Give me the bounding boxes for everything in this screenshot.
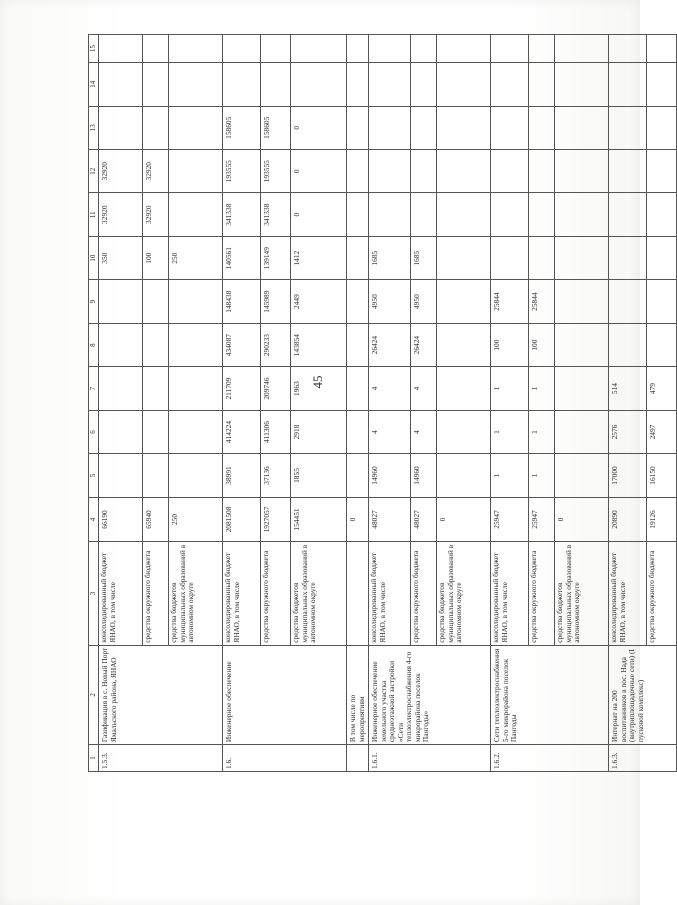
amount-cell	[369, 193, 411, 236]
amount-cell	[529, 193, 555, 236]
header-row	[89, 35, 99, 772]
table-row	[99, 35, 143, 772]
amount-cell: 25947	[529, 497, 555, 542]
amount-cell	[347, 280, 369, 323]
amount-cell	[143, 367, 169, 410]
amount-cell	[609, 193, 647, 236]
funding-source-cell: средства окружного бюджета	[529, 542, 555, 646]
amount-cell: 1963	[291, 367, 347, 410]
item-number-cell: 1.6.3.	[609, 745, 677, 772]
amount-cell: 25844	[529, 280, 555, 323]
amount-cell	[411, 106, 437, 149]
amount-cell: 4950	[411, 280, 437, 323]
item-name-cell: Инженерное обеспечение земельного участка среднеэтажной застройки «Сети теплоэлектроснабжения 4-го микрорайона поселок Пангоды»	[369, 645, 491, 744]
amount-cell: 158605	[261, 106, 291, 149]
header-cell: 8	[89, 323, 99, 366]
amount-cell: 139149	[261, 236, 291, 279]
amount-cell	[437, 454, 491, 497]
amount-cell: 193555	[223, 149, 261, 192]
amount-cell: 14960	[369, 454, 411, 497]
funding-source-cell: консолидированный бюджет ЯНАО, в том числе	[491, 542, 529, 646]
amount-cell: 148438	[223, 280, 261, 323]
amount-cell	[347, 35, 369, 63]
amount-cell	[491, 63, 529, 106]
amount-cell: 4	[369, 367, 411, 410]
amount-cell	[369, 63, 411, 106]
funding-source-cell: консолидированный бюджет ЯНАО, в том числе	[369, 542, 411, 646]
funding-source-cell: средства бюджетов муниципальных образований в автономном округе	[437, 542, 491, 646]
amount-cell	[99, 367, 143, 410]
amount-cell	[555, 454, 609, 497]
amount-cell	[261, 63, 291, 106]
table-row	[609, 35, 647, 772]
amount-cell	[555, 35, 609, 63]
amount-cell	[647, 149, 677, 192]
header-cell: 13	[89, 106, 99, 149]
amount-cell: 211709	[223, 367, 261, 410]
amount-cell	[169, 35, 223, 63]
amount-cell: 19126	[647, 497, 677, 542]
amount-cell: 0	[437, 497, 491, 542]
table-body	[89, 35, 677, 772]
amount-cell: 1855	[291, 454, 347, 497]
amount-cell	[491, 193, 529, 236]
amount-cell: 37136	[261, 454, 291, 497]
amount-cell	[647, 35, 677, 63]
amount-cell: 0	[555, 497, 609, 542]
amount-cell	[529, 63, 555, 106]
amount-cell: 1	[491, 454, 529, 497]
amount-cell	[411, 149, 437, 192]
amount-cell	[437, 236, 491, 279]
item-number-cell: 1.6.2.	[491, 745, 609, 772]
amount-cell: 14960	[411, 454, 437, 497]
amount-cell	[99, 35, 143, 63]
page-number: 45	[310, 375, 325, 389]
amount-cell: 1	[529, 454, 555, 497]
funding-source-cell: консолидированный бюджет ЯНАО, в том числе	[99, 542, 143, 646]
amount-cell	[647, 323, 677, 366]
amount-cell	[555, 149, 609, 192]
amount-cell: 25947	[491, 497, 529, 542]
amount-cell	[529, 35, 555, 63]
amount-cell: 32920	[99, 193, 143, 236]
amount-cell	[347, 367, 369, 410]
amount-cell	[347, 323, 369, 366]
amount-cell	[491, 35, 529, 63]
amount-cell	[411, 193, 437, 236]
amount-cell: 4	[369, 410, 411, 453]
table-row	[223, 35, 261, 772]
item-number-cell: 1.5.3.	[99, 745, 223, 772]
amount-cell: 0	[291, 106, 347, 149]
amount-cell: 66190	[99, 497, 143, 542]
rotated-table-container	[88, 34, 657, 772]
amount-cell	[437, 63, 491, 106]
amount-cell: 411306	[261, 410, 291, 453]
amount-cell: 17000	[609, 454, 647, 497]
amount-cell	[555, 106, 609, 149]
amount-cell	[99, 63, 143, 106]
amount-cell	[143, 35, 169, 63]
header-cell: 7	[89, 367, 99, 410]
amount-cell	[99, 410, 143, 453]
amount-cell	[437, 410, 491, 453]
funding-source-cell: средства окружного бюджета	[647, 542, 677, 646]
amount-cell	[609, 63, 647, 106]
header-cell: 3	[89, 542, 99, 646]
amount-cell: 514	[609, 367, 647, 410]
amount-cell: 158605	[223, 106, 261, 149]
amount-cell: 250	[169, 236, 223, 279]
item-name-cell: Интернат на 200 воспитанников в пос. Нада (внутриплощадочные сети) (I пусковой комплекс)	[609, 645, 677, 744]
amount-cell	[143, 280, 169, 323]
amount-cell	[491, 236, 529, 279]
amount-cell	[99, 323, 143, 366]
amount-cell: 1	[491, 367, 529, 410]
header-cell: 11	[89, 193, 99, 236]
budget-table	[88, 34, 677, 772]
amount-cell	[555, 323, 609, 366]
amount-cell	[169, 454, 223, 497]
funding-source-cell: средства окружного бюджета	[143, 542, 169, 646]
amount-cell	[347, 63, 369, 106]
amount-cell	[555, 410, 609, 453]
amount-cell: 26424	[411, 323, 437, 366]
funding-source-cell: средства окружного бюджета	[261, 542, 291, 646]
amount-cell: 65940	[143, 497, 169, 542]
amount-cell: 16150	[647, 454, 677, 497]
amount-cell	[609, 35, 647, 63]
amount-cell: 48027	[411, 497, 437, 542]
amount-cell: 32920	[143, 149, 169, 192]
item-name-cell: Инженерное обеспечение	[223, 645, 347, 744]
amount-cell	[169, 63, 223, 106]
header-cell: 4	[89, 497, 99, 542]
amount-cell: 1412	[291, 236, 347, 279]
amount-cell: 2497	[647, 410, 677, 453]
header-cell: 6	[89, 410, 99, 453]
funding-source-cell: консолидированный бюджет ЯНАО, в том числе	[223, 542, 261, 646]
amount-cell	[647, 106, 677, 149]
funding-source-cell: средства окружного бюджета	[411, 542, 437, 646]
amount-cell	[555, 193, 609, 236]
amount-cell: 1	[491, 410, 529, 453]
amount-cell: 100	[491, 323, 529, 366]
amount-cell	[609, 149, 647, 192]
header-cell: 15	[89, 35, 99, 63]
amount-cell	[169, 149, 223, 192]
amount-cell	[555, 236, 609, 279]
amount-cell: 209746	[261, 367, 291, 410]
amount-cell: 25844	[491, 280, 529, 323]
amount-cell	[529, 106, 555, 149]
amount-cell: 414224	[223, 410, 261, 453]
table-row	[347, 35, 369, 772]
funding-source-cell: средства бюджетов муниципальных образований в автономном округе	[169, 542, 223, 646]
header-cell: 14	[89, 63, 99, 106]
amount-cell	[647, 236, 677, 279]
amount-cell: 341338	[261, 193, 291, 236]
header-cell: 9	[89, 280, 99, 323]
amount-cell	[437, 149, 491, 192]
amount-cell	[529, 236, 555, 279]
amount-cell	[555, 367, 609, 410]
amount-cell	[609, 280, 647, 323]
amount-cell: 4	[411, 410, 437, 453]
amount-cell: 290233	[261, 323, 291, 366]
amount-cell	[169, 410, 223, 453]
amount-cell	[647, 280, 677, 323]
amount-cell: 143854	[291, 323, 347, 366]
amount-cell: 26424	[369, 323, 411, 366]
amount-cell: 0	[347, 497, 369, 542]
amount-cell: 1	[529, 367, 555, 410]
amount-cell	[169, 106, 223, 149]
item-name-cell: В том числе по мероприятиям	[347, 645, 369, 744]
amount-cell	[223, 63, 261, 106]
amount-cell	[347, 454, 369, 497]
amount-cell	[347, 193, 369, 236]
amount-cell: 479	[647, 367, 677, 410]
amount-cell: 100	[529, 323, 555, 366]
header-cell: 12	[89, 149, 99, 192]
amount-cell: 341338	[223, 193, 261, 236]
item-number-cell: 1.6.1.	[369, 745, 491, 772]
amount-cell	[609, 323, 647, 366]
amount-cell: 1685	[369, 236, 411, 279]
amount-cell: 1927057	[261, 497, 291, 542]
amount-cell: 350	[99, 236, 143, 279]
amount-cell	[369, 149, 411, 192]
amount-cell: 48027	[369, 497, 411, 542]
amount-cell	[411, 63, 437, 106]
amount-cell: 2918	[291, 410, 347, 453]
amount-cell: 2081508	[223, 497, 261, 542]
amount-cell	[437, 280, 491, 323]
table-row	[369, 35, 411, 772]
amount-cell	[369, 106, 411, 149]
amount-cell	[143, 323, 169, 366]
amount-cell	[609, 236, 647, 279]
amount-cell: 2576	[609, 410, 647, 453]
amount-cell	[169, 323, 223, 366]
amount-cell: 140561	[223, 236, 261, 279]
amount-cell	[223, 35, 261, 63]
amount-cell: 145989	[261, 280, 291, 323]
amount-cell: 250	[169, 497, 223, 542]
amount-cell: 1685	[411, 236, 437, 279]
amount-cell	[437, 367, 491, 410]
amount-cell: 20890	[609, 497, 647, 542]
amount-cell: 100	[143, 236, 169, 279]
amount-cell	[555, 280, 609, 323]
amount-cell	[291, 63, 347, 106]
amount-cell	[437, 193, 491, 236]
funding-source-cell: консолидированный бюджет ЯНАО, в том числе	[609, 542, 647, 646]
amount-cell	[411, 35, 437, 63]
funding-source-cell: средства бюджетов муниципальных образований в автономном округе	[555, 542, 609, 646]
amount-cell: 1	[529, 410, 555, 453]
amount-cell	[437, 323, 491, 366]
amount-cell: 32920	[143, 193, 169, 236]
amount-cell	[491, 149, 529, 192]
amount-cell: 193555	[261, 149, 291, 192]
header-cell: 5	[89, 454, 99, 497]
amount-cell	[143, 410, 169, 453]
amount-cell	[143, 454, 169, 497]
amount-cell	[143, 106, 169, 149]
item-name-cell: Сети теплоэлектроснабжения 5-го микрорайона поселок Пангоды	[491, 645, 609, 744]
funding-source-cell	[347, 542, 369, 646]
amount-cell: 4	[411, 367, 437, 410]
amount-cell	[347, 410, 369, 453]
amount-cell	[491, 106, 529, 149]
amount-cell	[647, 193, 677, 236]
amount-cell	[99, 106, 143, 149]
amount-cell: 0	[291, 149, 347, 192]
amount-cell	[369, 35, 411, 63]
amount-cell: 2449	[291, 280, 347, 323]
amount-cell: 0	[291, 193, 347, 236]
header-cell: 10	[89, 236, 99, 279]
amount-cell	[437, 106, 491, 149]
amount-cell	[347, 236, 369, 279]
amount-cell	[347, 149, 369, 192]
amount-cell: 38991	[223, 454, 261, 497]
amount-cell: 32920	[99, 149, 143, 192]
amount-cell	[437, 35, 491, 63]
amount-cell	[169, 367, 223, 410]
header-cell: 1	[89, 745, 99, 772]
amount-cell	[143, 63, 169, 106]
amount-cell	[555, 63, 609, 106]
amount-cell	[291, 35, 347, 63]
amount-cell	[609, 106, 647, 149]
amount-cell	[99, 454, 143, 497]
amount-cell	[261, 35, 291, 63]
amount-cell	[169, 193, 223, 236]
amount-cell	[529, 149, 555, 192]
item-number-cell: 1.6.	[223, 745, 347, 772]
amount-cell	[347, 106, 369, 149]
item-number-cell	[347, 745, 369, 772]
amount-cell: 434087	[223, 323, 261, 366]
header-cell: 2	[89, 645, 99, 744]
amount-cell: 4950	[369, 280, 411, 323]
funding-source-cell: средства бюджетов муниципальных образований в автономном округе	[291, 542, 347, 646]
amount-cell	[647, 63, 677, 106]
amount-cell	[99, 280, 143, 323]
amount-cell: 154451	[291, 497, 347, 542]
table-row	[491, 35, 529, 772]
amount-cell	[169, 280, 223, 323]
item-name-cell: Газификация в с. Новый Порт Ямальского района, ЯНАО	[99, 645, 223, 744]
